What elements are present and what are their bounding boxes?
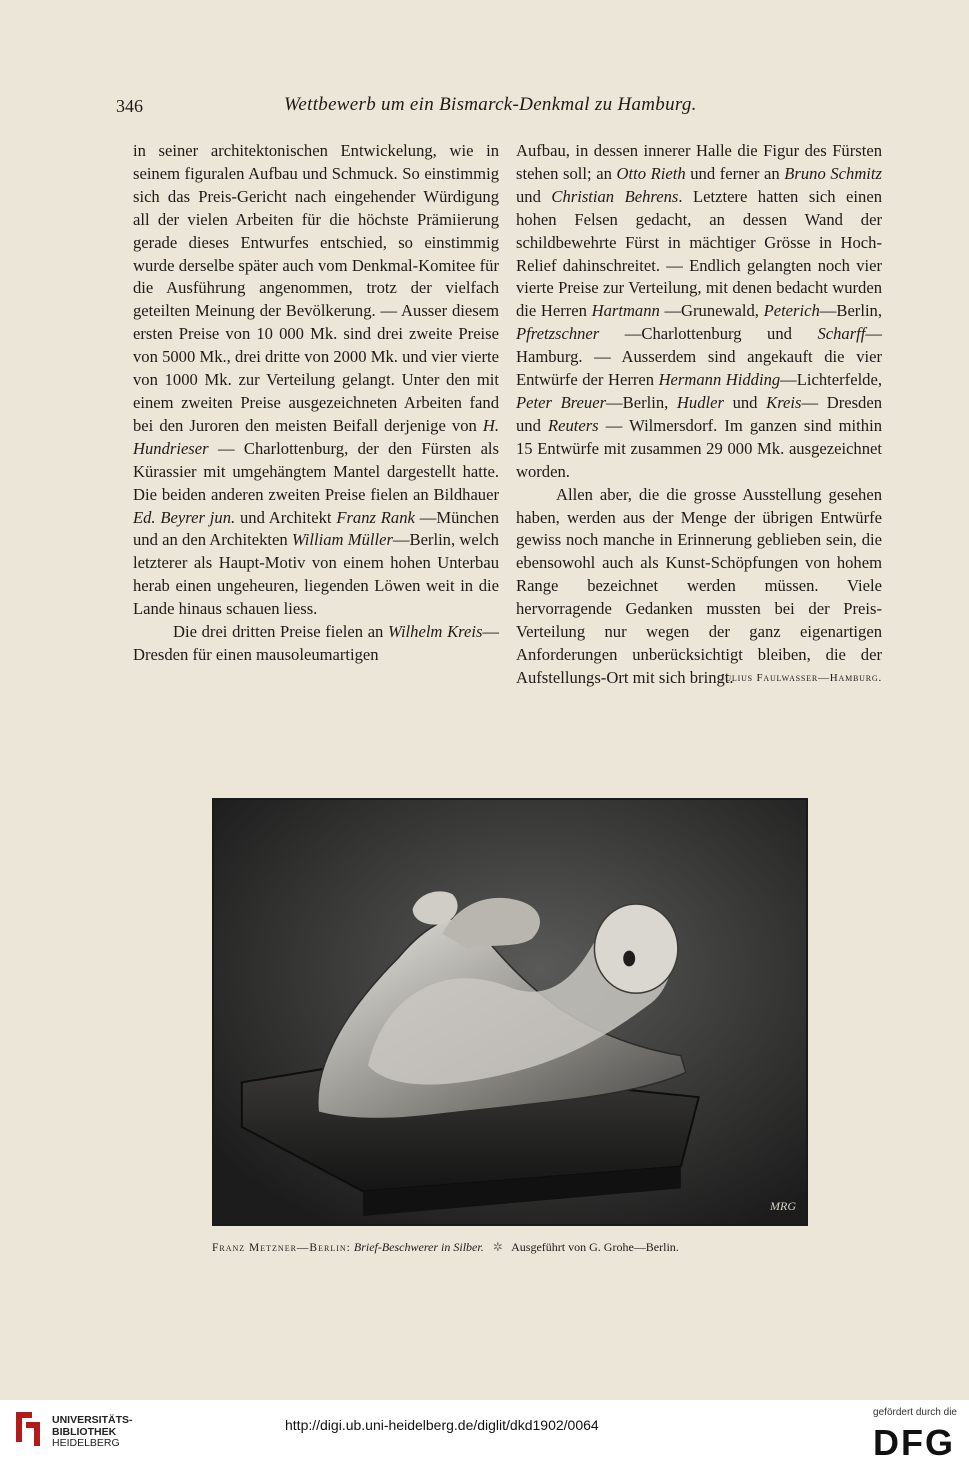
running-title: Wettbewerb um ein Bismarck-Denkmal zu Hamburg.: [284, 94, 697, 115]
caption-star-icon: ✲: [492, 1240, 503, 1254]
name-scharff: Scharff: [817, 324, 866, 344]
name-pfretzschner: Pfretzschner: [516, 324, 600, 344]
name-peterich: Peterich: [763, 301, 820, 321]
name-rank: Franz Rank: [336, 507, 415, 527]
artist-monogram: MRG: [770, 1199, 796, 1213]
baby-sculpture-illustration: [214, 800, 806, 1224]
name-hudler: Hudler: [676, 392, 724, 412]
caption-author: Franz Metzner—Berlin:: [212, 1242, 351, 1254]
name-breuer: Peter Breuer: [516, 392, 607, 412]
left-paragraph-1: in seiner architektonischen Entwickelung, wie in seinem figuralen Aufbau und Schmuck. So einstimmig sich das Preis-Gericht nach eingehender Würdigung all der vielen Arbeiten für die höchste Prämiierung gerade dieses Entwurfes entschied, so einstimmig wurde derselbe später auch vom Denkmal-Komitee für die Ausführung angenommen, trotz der vielfach geteilten Meinung der Bevölkerung. — Ausser diesem ersten Preise von 10 000 Mk. sind drei zweite Preise von 5000 Mk., drei dritte von 2000 Mk. und vier vierte von 1000 Mk. zur Verteilung gelangt. Unter den mit einem zweiten Preise ausgezeichneten Arbeiten fand bei den Juroren den meisten Beifall derjenige von H. Hundrieser — Charlottenburg, der den Fürsten als Kürassier mit umgehängtem Mantel dargestellt hatte. Die beiden anderen zweiten Preise fielen an Bildhauer Ed. Beyrer jun. und Architekt Franz Rank —München und an den Architekten William Müller—Berlin, welch letzterer als Haupt-Motiv von einem hohen Unterbau herab einen ungeheuren, liegenden Löwen weit in die Lande hinaus schauen liess.: [133, 141, 500, 619]
digitization-footer: [0, 1400, 969, 1469]
left-paragraph-2: Die drei dritten Preise fielen an Wilhelm Kreis—Dresden für einen mausoleumartigen: [133, 622, 500, 664]
page-number: 346: [116, 96, 143, 116]
permalink-url[interactable]: http://digi.ub.uni-heidelberg.de/diglit/dkd1902/0064: [285, 1417, 599, 1433]
funding-note: gefördert durch die: [873, 1407, 957, 1418]
right-paragraph-2: Allen aber, die die grosse Ausstellung gesehen haben, werden aus der Menge der übrigen Entwürfe gewiss noch manche in Erinnerung geblieben sein, die ebensowohl auch als Kunst-Schöpfungen von hohem Range bezeichnet werden müssen. Viele hervorragende Gedanken mussten bei der Preis-Verteilung nur wegen der ganz eigenartigen Anforderungen unberücksichtigt bleiben, die der Aufstellungs-Ort mit sich bringt. Julius Faulwasser—Hamburg.: [516, 484, 882, 690]
dfg-logo: DFG: [873, 1422, 955, 1463]
library-name: UNIVERSITÄTS- BIBLIOTHEK HEIDELBERG: [52, 1414, 133, 1449]
name-hidding: Hermann Hidding: [658, 370, 781, 390]
caption-note: Ausgeführt von G. Grohe—Berlin.: [511, 1240, 679, 1254]
name-kreis: Wilhelm Kreis: [388, 622, 483, 642]
ub-heidelberg-logo-icon: [12, 1408, 44, 1448]
name-beyrer: Ed. Beyrer jun.: [133, 507, 236, 527]
name-schmitz: Bruno Schmitz: [784, 163, 882, 183]
name-mueller: William Müller: [291, 530, 393, 550]
sculpture-photograph: [212, 798, 808, 1226]
figure-caption: [212, 1240, 832, 1255]
name-hartmann: Hartmann: [591, 301, 660, 321]
name-rieth: Otto Rieth: [616, 163, 686, 183]
right-column: [516, 140, 882, 690]
left-column: [133, 140, 499, 667]
name-kreis-2: Kreis: [766, 392, 802, 412]
author-signature: Julius Faulwasser—Hamburg.: [720, 671, 882, 684]
name-behrens: Christian Behrens: [551, 186, 679, 206]
name-reuters: Reuters: [547, 415, 599, 435]
right-paragraph-1: Aufbau, in dessen innerer Halle die Figur des Fürsten stehen soll; an Otto Rieth und ferner an Bruno Schmitz und Christian Behrens. Letztere hatten sich einen hohen Felsen gedacht, an dessen Wand der schildbewehrte Fürst in mächtiger Grösse in Hoch-Relief dahinschreitet. — Endlich gelangten noch vier vierte Preise zur Verteilung, mit denen bedacht wurden die Herren Hartmann —Grunewald, Peterich—Berlin, Pfretzschner —Charlottenburg und Scharff—Hamburg. — Ausserdem sind angekauft die vier Entwürfe der Herren Hermann Hidding—Lichterfelde, Peter Breuer—Berlin, Hudler und Kreis— Dresden und Reuters — Wilmersdorf. Im ganzen sind mithin 15 Entwürfe mit zusammen 29 000 Mk. ausgezeichnet worden.: [516, 141, 882, 481]
name-hundrieser: H. Hundrieser: [133, 415, 499, 458]
caption-title: Brief-Beschwerer in Silber.: [353, 1240, 484, 1254]
